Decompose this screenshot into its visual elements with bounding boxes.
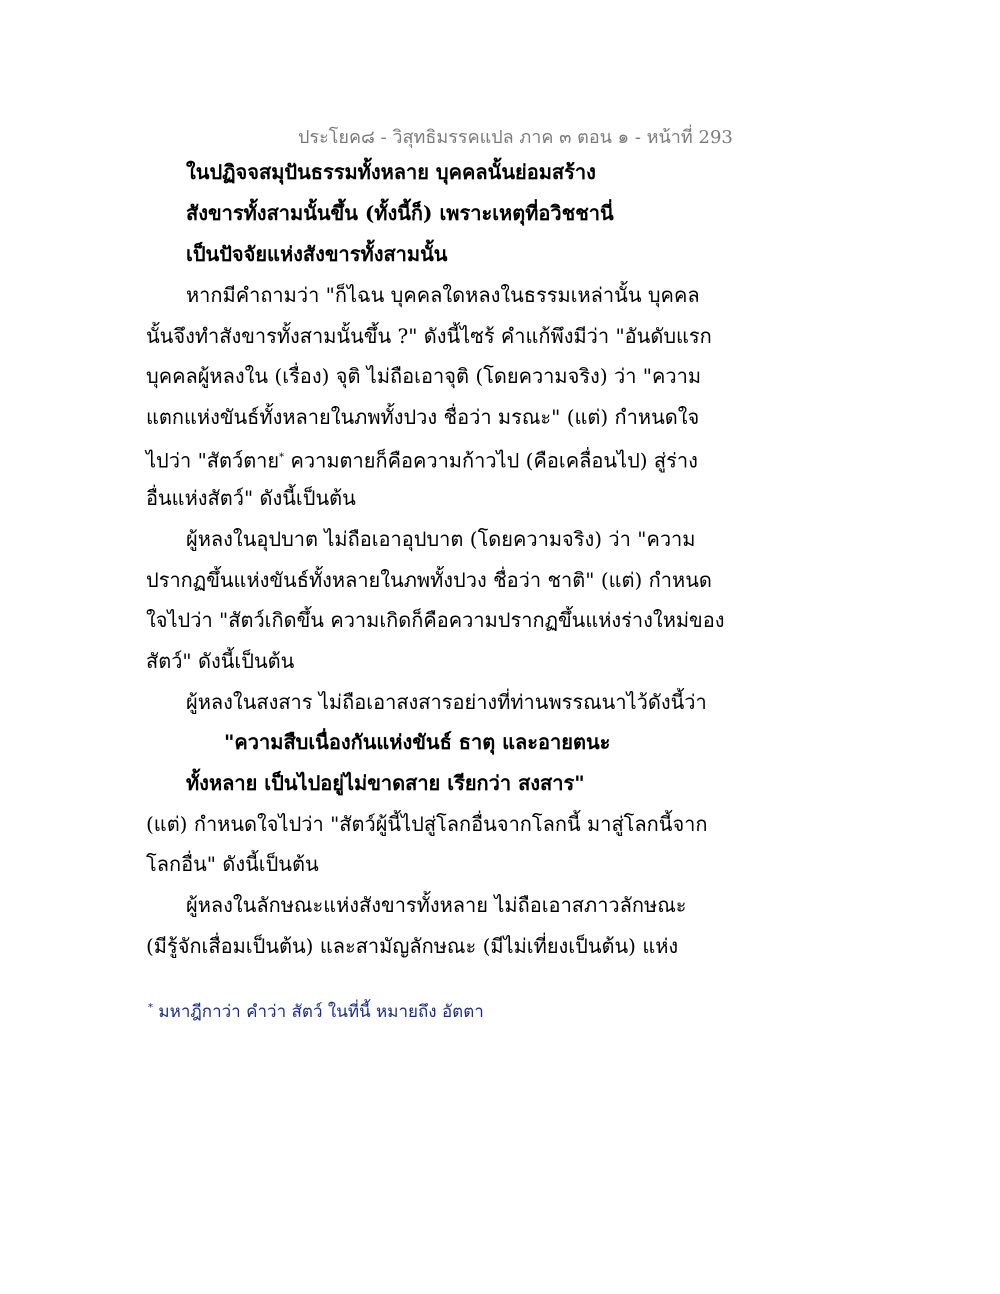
text-line: แตกแห่งขันธ์ทั้งหลายในภพทั้งปวง ชื่อว่า มรณะ" (แต่) กำหนดใจ [146, 405, 700, 429]
text-line: ผู้หลงในอุปบาต ไม่ถือเอาอุปบาต (โดยความจริง) ว่า "ความ [186, 527, 696, 551]
quote-line: "ความสืบเนื่องกันแห่งขันธ์ ธาตุ และอายตนะ [224, 730, 611, 754]
text-line: ใจไปว่า "สัตว์เกิดขึ้น ความเกิดก็คือความปรากฏขึ้นแห่งร่างใหม่ของ [146, 608, 725, 632]
text-line: ผู้หลงในลักษณะแห่งสังขารทั้งหลาย ไม่ถือเอาสภาวลักษณะ [186, 893, 687, 917]
footnote [148, 998, 484, 1025]
text-line: อื่นแห่งสัตว์" ดังนี้เป็นต้น [146, 486, 356, 510]
text-line: สัตว์" ดังนี้เป็นต้น [146, 649, 295, 673]
text-line: บุคคลผู้หลงใน (เรื่อง) จุติ ไม่ถือเอาจุติ (โดยความจริง) ว่า "ความ [146, 364, 702, 388]
text-line: หากมีคำถามว่า "ก็ไฉน บุคคลใดหลงในธรรมเหล่านั้น บุคคล [186, 283, 700, 307]
text-line: นั้นจึงทำสังขารทั้งสามนั้นขึ้น ?" ดังนี้ไซร้ คำแก้พึงมีว่า "อันดับแรก [146, 324, 712, 348]
text-line [146, 438, 698, 481]
page-header: ประโยค๘ - วิสุทธิมรรคแปล ภาค ๓ ตอน ๑ - หน้าที่ 293 [298, 127, 733, 148]
quote-line: ทั้งหลาย เป็นไปอยู่ไม่ขาดสาย เรียกว่า สงสาร" [186, 771, 585, 795]
footnote-reference: * [279, 452, 285, 463]
text-line: ในปฏิจจสมุปันธรรมทั้งหลาย บุคคลนั้นย่อมสร้าง [186, 160, 596, 184]
text-segment: ไปว่า "สัตว์ตาย [146, 448, 280, 473]
text-line: เป็นปัจจัยแห่งสังขารทั้งสามนั้น [186, 242, 448, 266]
text-segment: ความตายก็คือความก้าวไป (คือเคลื่อนไป) สู่ร่าง [284, 448, 698, 473]
text-line: ปรากฏขึ้นแห่งขันธ์ทั้งหลายในภพทั้งปวง ชื่อว่า ชาติ" (แต่) กำหนด [146, 568, 712, 592]
text-line: (แต่) กำหนดใจไปว่า "สัตว์ผู้นี้ไปสู่โลกอื่นจากโลกนี้ มาสู่โลกนี้จาก [146, 812, 708, 836]
text-line: โลกอื่น" ดังนี้เป็นต้น [146, 852, 319, 876]
text-line: ผู้หลงในสงสาร ไม่ถือเอาสงสารอย่างที่ท่านพรรณนาไว้ดังนี้ว่า [186, 690, 707, 714]
text-line: สังขารทั้งสามนั้นขึ้น (ทั้งนี้ก็) เพราะเหตุที่อวิชชานี่ [186, 201, 614, 225]
text-line: (มีรู้จักเสื่อมเป็นต้น) และสามัญลักษณะ (มีไม่เที่ยงเป็นต้น) แห่ง [146, 934, 679, 958]
footnote-text: มหาฎีกาว่า คำว่า สัตว์ ในที่นี้ หมายถึง อัตตา [158, 1002, 484, 1022]
footnote-mark: * [148, 1002, 153, 1014]
